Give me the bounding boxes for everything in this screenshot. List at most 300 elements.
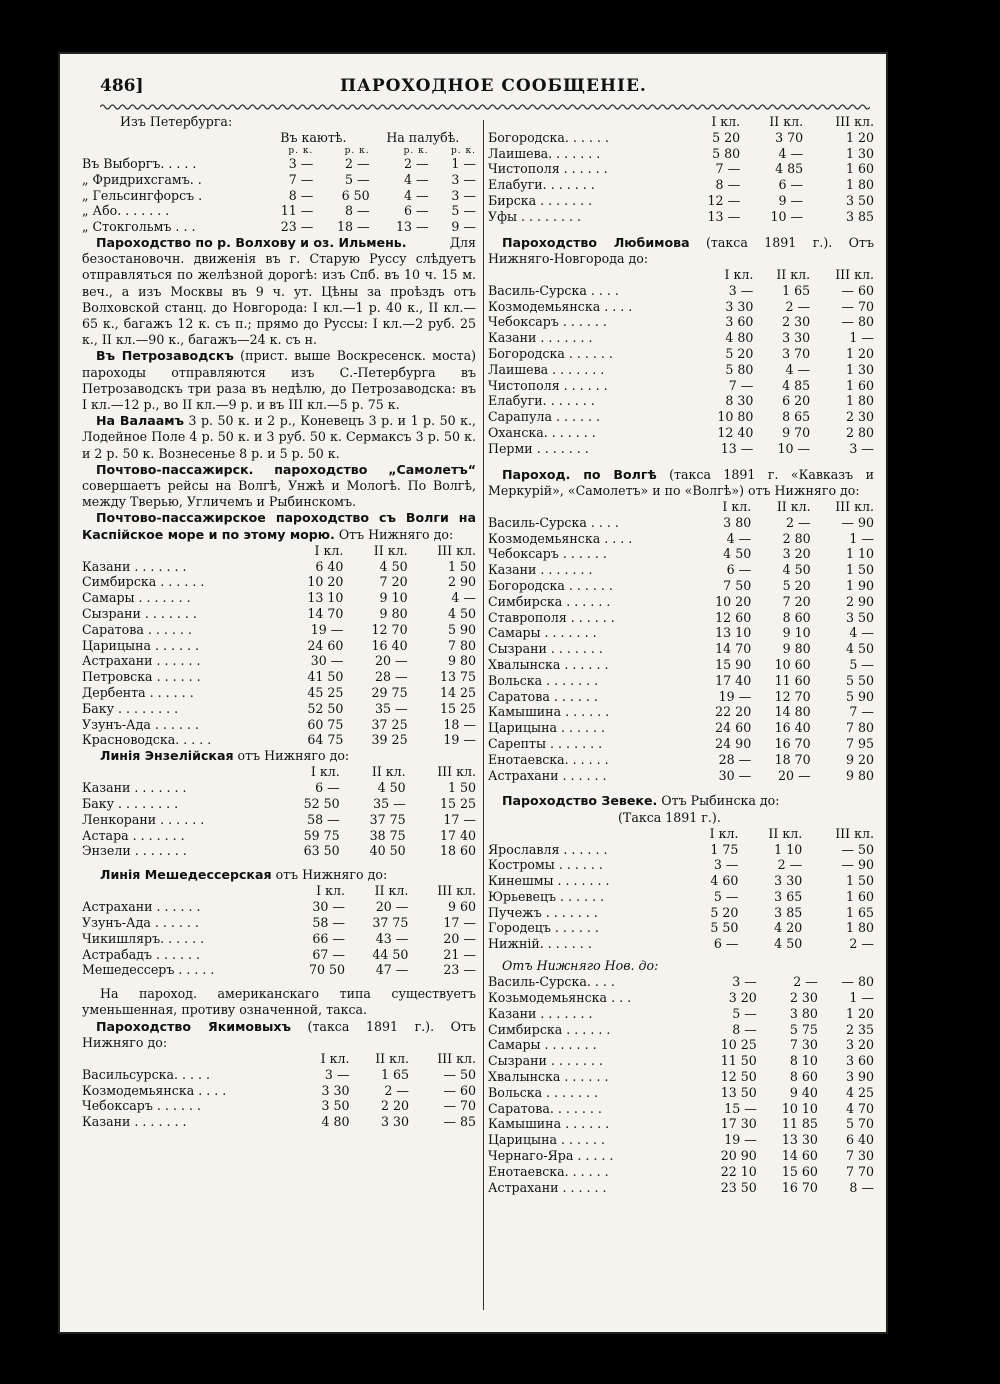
destination-name: Сызрани . . . . . . .	[82, 606, 197, 622]
destination-name: „ Або. . . . . . .	[82, 203, 170, 219]
table-row	[488, 1116, 874, 1132]
fare-value: 6 —	[404, 203, 429, 219]
table-row	[82, 780, 476, 796]
fare-value: 4 —	[726, 530, 752, 546]
table-row	[82, 828, 476, 844]
fare-value: 3 30	[774, 873, 803, 889]
table-row	[82, 156, 476, 172]
fare-value: 9 80	[447, 653, 476, 669]
destination-name: Ярославля . . . . . .	[488, 841, 608, 857]
fare-value: 2 —	[777, 857, 803, 873]
petrozavodsk-paragraph	[82, 348, 476, 413]
col-header: II кл.	[375, 1050, 410, 1066]
fare-value: 3 50	[845, 609, 874, 625]
table-row	[488, 1053, 874, 1069]
table-row	[488, 562, 874, 578]
fare-value: 8 10	[789, 1053, 818, 1069]
destination-name: Узунъ-Ада . . . . . .	[82, 716, 199, 732]
zevene-title: Пароходство Зевеке.	[502, 793, 658, 809]
fare-value: 4 50	[723, 546, 752, 562]
destination-name: Хвалынска . . . . . .	[488, 1069, 609, 1085]
table-row	[488, 209, 874, 225]
destination-name: Казани . . . . . . .	[488, 562, 593, 578]
table-row	[488, 1148, 874, 1164]
destination-name: Енотаевска. . . . . .	[488, 751, 609, 767]
fare-value: 2 35	[845, 1021, 874, 1037]
destination-name: Узунъ-Ада . . . . . .	[82, 914, 199, 930]
fare-value: 24 60	[715, 720, 752, 736]
fare-value: 6 —	[778, 177, 804, 193]
fare-value: 14 60	[781, 1148, 818, 1164]
fare-value: 5 —	[732, 1005, 757, 1021]
fare-value: 3 85	[845, 208, 874, 224]
fare-value: 8 —	[345, 203, 370, 219]
destination-name: Василь-Сурска. . . .	[488, 974, 615, 990]
col-header: II кл.	[768, 825, 803, 841]
col-header: II кл.	[769, 114, 804, 129]
table-row	[488, 441, 874, 457]
unit: р. к.	[344, 146, 370, 156]
fare-value: 3 65	[774, 888, 803, 904]
fare-value: 4 50	[377, 780, 406, 796]
fare-value: 10 60	[774, 656, 811, 672]
fare-value: 20 90	[720, 1148, 757, 1164]
table-row	[488, 610, 874, 626]
destination-name: Кинешмы . . . . . . .	[488, 873, 610, 889]
fare-value: 5 70	[845, 1116, 874, 1132]
fare-value: 6 —	[315, 780, 340, 796]
col-header: III кл.	[437, 764, 476, 780]
enzeli-title: Линія Энзелійская	[100, 748, 234, 764]
fare-value: 6 40	[315, 558, 344, 574]
fare-value: 1 60	[845, 888, 874, 904]
destination-name: Царицына . . . . . .	[488, 1132, 606, 1148]
table-row	[82, 606, 476, 622]
table-row	[82, 1098, 476, 1114]
fare-value: 18 —	[443, 716, 476, 732]
volkhov-paragraph	[82, 235, 476, 348]
fare-value: 59 75	[303, 827, 340, 843]
fare-value: 28 —	[374, 669, 408, 685]
table-row	[488, 905, 874, 921]
fare-value: 1 10	[774, 841, 803, 857]
fare-value: 4 —	[849, 625, 874, 641]
destination-name: Казани . . . . . . .	[82, 558, 187, 574]
destination-name: Самары . . . . . . .	[488, 625, 597, 641]
col-header: II кл.	[371, 764, 406, 780]
fare-value: 13 10	[715, 625, 752, 641]
fare-value: 10 10	[781, 1100, 818, 1116]
fare-value: 19 —	[718, 688, 752, 704]
destination-name: Самары . . . . . . .	[82, 590, 191, 606]
destination-name: Василь-Сурска . . . .	[488, 514, 619, 530]
col-header: II кл.	[374, 883, 409, 899]
destination-name: Сарепты . . . . . . .	[488, 735, 603, 751]
volkhov-title: Пароходство по р. Волхову и оз. Ильмень.	[96, 234, 407, 250]
fare-value: 63 50	[303, 843, 340, 859]
fare-value: 3 20	[845, 1037, 874, 1053]
table-row	[488, 362, 874, 378]
fare-value: 5 20	[725, 345, 754, 361]
fare-value: — 60	[841, 282, 874, 298]
fare-value: 1 20	[845, 345, 874, 361]
destination-name: Чебоксаръ . . . . . .	[82, 1098, 201, 1114]
fare-value: 11 85	[781, 1116, 818, 1132]
col-header: II кл.	[776, 498, 811, 514]
table-row	[82, 669, 476, 685]
destination-name: Чистополя . . . . . .	[488, 161, 608, 177]
destination-name: Саратова . . . . . .	[82, 621, 192, 637]
fare-value: 23 —	[280, 219, 314, 235]
destination-name: Симбирска . . . . . .	[488, 593, 611, 609]
fare-value: 22 20	[715, 704, 752, 720]
zevene-subtitle: (Такса 1891 г.).	[618, 809, 721, 825]
fare-value: 64 75	[307, 732, 344, 748]
fare-value: 10 —	[770, 208, 804, 224]
fare-value: 14 70	[715, 641, 752, 657]
volga-title: Пароход. по Волгѣ	[502, 466, 657, 482]
caspian-table	[82, 543, 476, 748]
table-row	[488, 578, 874, 594]
fare-value: 2 20	[380, 1098, 410, 1114]
fare-value: 19 —	[443, 732, 476, 748]
fare-value: 8 —	[732, 1021, 757, 1037]
fare-value: 10 20	[715, 593, 752, 609]
col-header: I кл.	[722, 498, 752, 514]
fare-value: 40 50	[369, 843, 406, 859]
lyubimov-table	[488, 267, 874, 457]
unit: р. к.	[403, 146, 429, 156]
fare-value: 5 —	[849, 656, 874, 672]
unit: р. к.	[288, 146, 314, 156]
destination-name: Астара . . . . . . .	[82, 827, 185, 843]
yakimov-table	[82, 1051, 476, 1130]
table-row	[82, 812, 476, 828]
fare-value: 1 —	[451, 156, 476, 171]
fare-value: 3 80	[789, 1005, 818, 1021]
fare-value: 8 30	[725, 393, 754, 409]
destination-name: Лаишева. . . . . . .	[488, 145, 601, 161]
destination-name: Казани . . . . . . .	[488, 330, 593, 346]
fare-value: 47 —	[375, 962, 409, 978]
fare-value: — 70	[443, 1098, 476, 1114]
table-row	[488, 393, 874, 409]
fare-value: 16 70	[774, 735, 811, 751]
fare-value: 5 20	[710, 904, 739, 920]
col-header: II кл.	[373, 542, 408, 558]
table-row	[82, 947, 476, 963]
fare-value: 8 65	[782, 409, 811, 425]
fare-value: 16 40	[371, 637, 408, 653]
volga-text: (такса 1891 г. «Кавказъ и Меркурій», «Самолетъ» и по «Волгѣ») отъ Нижняго до:	[488, 466, 874, 498]
fare-value: 24 60	[307, 637, 344, 653]
table-row	[82, 717, 476, 733]
fare-value: 13 —	[396, 219, 429, 235]
fare-value: 7 80	[447, 637, 476, 653]
fare-value: 23 —	[443, 962, 476, 978]
valaam-paragraph	[82, 413, 476, 462]
fare-value: 13 —	[720, 440, 754, 456]
fare-value: 15 —	[724, 1100, 757, 1116]
fare-value: 15 90	[715, 656, 752, 672]
destination-name: Царицына . . . . . .	[82, 637, 200, 653]
destination-name: Перми . . . . . . .	[488, 440, 589, 456]
destination-name: Городецъ . . . . . .	[488, 920, 599, 936]
destination-name: Сызрани . . . . . . .	[488, 1053, 603, 1069]
destination-name: Симбирска . . . . . .	[488, 1021, 611, 1037]
destination-name: Елабуги. . . . . . .	[488, 177, 595, 193]
table-row	[82, 962, 476, 978]
fare-value: 3 —	[451, 171, 476, 187]
fare-value: 1 —	[849, 990, 874, 1006]
fare-value: 7 20	[782, 593, 811, 609]
table-row	[488, 1022, 874, 1038]
fare-value: 1 50	[845, 562, 874, 578]
destination-name: Мешедессеръ . . . . .	[82, 962, 215, 978]
fare-value: 3 30	[380, 1114, 410, 1130]
valaam-text: 3 р. 50 к. и 2 р., Коневецъ 3 р. и 1 р. 50 к., Лодейное Поле 4 р. 50 к. и 3 руб. 50 к. Сермаксъ 3 р. 50 к. и 2 р. 50 к. Вознесенье 8 р. и 5 р. 50 к.	[82, 413, 477, 461]
fare-value: 7 70	[845, 1163, 874, 1179]
fare-value: 1 30	[845, 361, 874, 377]
fare-value: 5 20	[782, 577, 811, 593]
fare-value: 3 85	[774, 904, 803, 920]
fare-value: 1 60	[845, 161, 874, 177]
table-row	[82, 622, 476, 638]
fare-value: 19 —	[310, 621, 344, 637]
destination-name: Бирска . . . . . . .	[488, 192, 593, 208]
fare-value: 13 —	[707, 208, 741, 224]
fare-value: 13 30	[781, 1132, 818, 1148]
fare-value: 5 75	[789, 1021, 818, 1037]
fare-value: 5 90	[447, 621, 476, 637]
fare-value: 17 —	[443, 811, 476, 827]
table-row	[488, 657, 874, 673]
fare-value: 2 30	[845, 409, 874, 425]
fare-value: 2 —	[404, 156, 429, 171]
col-header: III кл.	[835, 114, 874, 129]
destination-name: Уфы . . . . . . . .	[488, 208, 582, 224]
destination-name: Астрахани . . . . . .	[82, 653, 201, 669]
table-row	[488, 378, 874, 394]
table-row	[82, 1067, 476, 1083]
table-row	[488, 283, 874, 299]
col-header: I кл.	[314, 542, 344, 558]
caspian-text: Отъ Нижняго до:	[334, 526, 454, 542]
table-row	[488, 1101, 874, 1117]
fare-value: 6 50	[341, 187, 370, 203]
fare-value: 2 90	[845, 593, 874, 609]
col-header: III кл.	[437, 883, 476, 899]
enzeli-table	[82, 764, 476, 859]
caspian-title: Почтово-пассажирское пароходство съ Волги на Каспійское море и по этому морю.	[82, 510, 476, 542]
table-row	[488, 146, 874, 162]
fare-value: 4 85	[775, 161, 804, 177]
fare-value: 12 50	[720, 1069, 757, 1085]
destination-name: Дербента . . . . . .	[82, 685, 194, 701]
fare-value: 6 20	[782, 393, 811, 409]
table-row	[488, 515, 874, 531]
lyubimov-text: (такса 1891 г.). Отъ Нижняго-Новгорода до:	[488, 234, 874, 266]
meshedesser-table	[82, 883, 476, 978]
wavy-rule	[100, 102, 870, 112]
fare-value: 4 —	[785, 361, 811, 377]
fare-value: 9 10	[379, 590, 408, 606]
fare-value: 3 20	[782, 546, 811, 562]
column-divider	[483, 120, 484, 1310]
fare-value: 7 50	[723, 577, 752, 593]
destination-name: Вольска . . . . . . .	[488, 1084, 599, 1100]
fare-value: 8 —	[715, 177, 741, 193]
fare-value: 1 50	[845, 873, 874, 889]
table-row	[488, 531, 874, 547]
right-column	[488, 114, 874, 1195]
table-row	[488, 641, 874, 657]
fare-value: 52 50	[303, 796, 340, 811]
destination-name: Богородска. . . . . .	[488, 129, 609, 145]
fare-value: 8 60	[782, 609, 811, 625]
fare-value: — 85	[443, 1114, 476, 1130]
table-row	[488, 842, 874, 858]
fare-value: 4 80	[321, 1114, 350, 1130]
table-row	[82, 796, 476, 812]
table-row	[488, 673, 874, 689]
col-header: III кл.	[835, 498, 874, 514]
col-header: I кл.	[320, 1050, 350, 1066]
fare-value: 35 —	[374, 700, 408, 716]
fare-value: 1 —	[849, 530, 874, 546]
fare-value: 20 —	[375, 899, 409, 915]
meshedesser-title: Линія Мешедессерская	[100, 867, 272, 883]
destination-name: Васильсурска. . . . .	[82, 1066, 211, 1082]
fare-value: 15 25	[439, 700, 476, 716]
table-row	[82, 638, 476, 654]
fare-value: 9 60	[447, 899, 476, 915]
destination-name: Костромы . . . . . .	[488, 857, 603, 873]
caspian-paragraph	[82, 510, 476, 542]
destination-name: Красноводска. . . . .	[82, 732, 212, 748]
destination-name: Астрабадъ . . . . . .	[82, 946, 201, 962]
destination-name: Богородска . . . . . .	[488, 345, 613, 361]
fare-value: 1 80	[845, 393, 874, 409]
american-note: На пароход. американскаго типа существуетъ уменьшенная, противу означенной, такса.	[82, 986, 476, 1018]
fare-value: 4 80	[725, 330, 754, 346]
fare-value: 4 —	[451, 590, 476, 606]
destination-name: Хвалынска . . . . . .	[488, 656, 609, 672]
table-row	[488, 1069, 874, 1085]
fare-value: 11 50	[720, 1053, 757, 1069]
fare-value: 3 80	[723, 514, 752, 530]
table-row	[488, 594, 874, 610]
fare-value: 9 40	[789, 1084, 818, 1100]
lyubimov-title: Пароходство Любимова	[502, 234, 690, 250]
page-number: 486]	[100, 76, 144, 96]
fare-value: 12 40	[717, 424, 754, 440]
table-row	[82, 843, 476, 859]
destination-name: Богородска . . . . . .	[488, 577, 613, 593]
fare-value: — 70	[841, 298, 874, 314]
group-deck: На палубѣ.	[386, 130, 460, 146]
table-row	[488, 299, 874, 315]
fare-value: 7 —	[288, 171, 314, 187]
fare-value: 2 30	[782, 314, 811, 330]
table-row	[488, 130, 874, 146]
fare-value: 45 25	[307, 685, 344, 701]
col-header: III кл.	[835, 825, 874, 841]
fare-value: 38 75	[369, 827, 406, 843]
yakimov-title: Пароходство Якимовыхъ	[96, 1018, 291, 1034]
table-row	[488, 1164, 874, 1180]
fare-value: 1 65	[845, 904, 874, 920]
fare-value: 1 80	[845, 177, 874, 193]
fare-value: 18 70	[774, 751, 811, 767]
destination-name: Енотаевска. . . . . .	[488, 1163, 609, 1179]
fare-value: 12 60	[715, 609, 752, 625]
volga-paragraph	[488, 467, 874, 499]
fare-value: 9 —	[778, 192, 804, 208]
destination-name: Петровска . . . . . .	[82, 669, 201, 685]
destination-name: Камышина . . . . . .	[488, 704, 610, 720]
fare-value: 37 75	[369, 811, 406, 827]
destination-name: Баку . . . . . . . .	[82, 700, 179, 716]
fare-value: 7 95	[845, 735, 874, 751]
fare-value: 5 50	[845, 672, 874, 688]
table-row	[488, 1132, 874, 1148]
fare-value: 58 —	[307, 811, 340, 827]
fare-value: 2 —	[793, 974, 818, 990]
table-row	[82, 732, 476, 748]
fare-value: 2 —	[345, 156, 370, 171]
destination-name: Козьмодемьянска . . .	[488, 990, 632, 1006]
table-row	[488, 704, 874, 720]
fare-value: 37 25	[371, 716, 408, 732]
fare-value: 5 50	[710, 920, 739, 936]
col-header: I кл.	[709, 825, 739, 841]
destination-name: Чикишляръ. . . . . .	[82, 930, 205, 946]
fare-value: 3 60	[845, 1053, 874, 1069]
destination-name: „ Гельсингфорсъ .	[82, 187, 203, 203]
fare-value: — 80	[841, 314, 874, 330]
table-row	[488, 689, 874, 705]
col-header: III кл.	[437, 542, 476, 558]
volkhov-text: Для безостановочн. движенія въ г. Старую Руссу слѣдуетъ отправляться по желѣзной дорогѣ: изъ Спб. въ 10 ч. 15 м. веч., а изъ Москвы въ 9 ч. ут. Цѣны за проѣздъ отъ Волховской станц. до Новгорода: I кл.—1 р. 40 к., II кл.—65 к., багажъ 12 к. съ п.; прямо до Руссы: I кл.—2 руб. 25 к., II кл.—90 к., багажъ—24 к. съ н.	[82, 234, 476, 348]
destination-name: Козмодемьянска . . . .	[488, 530, 633, 546]
destination-name: „ Фридрихсгамъ. .	[82, 171, 202, 187]
destination-name: Ленкорани . . . . . .	[82, 811, 205, 827]
destination-name: Сызрани . . . . . . .	[488, 641, 603, 657]
table-row	[488, 857, 874, 873]
fare-value: 8 —	[849, 1179, 874, 1195]
table-row	[488, 1085, 874, 1101]
fare-value: 3 —	[732, 974, 757, 990]
fare-value: 23 50	[720, 1179, 757, 1195]
fare-value: 3 30	[725, 298, 754, 314]
samolet-title: Почтово-пассажирск. пароходство „Самолетъ“	[96, 461, 476, 477]
col-header: I кл.	[316, 883, 345, 899]
fare-value: 13 50	[720, 1084, 757, 1100]
fare-value: 2 30	[789, 990, 818, 1006]
fare-value: 3 90	[845, 1069, 874, 1085]
fare-value: 9 80	[379, 606, 408, 622]
fare-value: 70 50	[308, 962, 345, 978]
fare-value: 1 60	[845, 377, 874, 393]
destination-name: Казани . . . . . . .	[488, 1005, 593, 1021]
destination-name: Самары . . . . . . .	[488, 1037, 597, 1053]
destination-name: Въ Выборгъ. . . . .	[82, 156, 197, 171]
fare-value: 16 70	[781, 1179, 818, 1195]
fare-value: 2 —	[785, 298, 811, 314]
fare-value: — 90	[841, 514, 874, 530]
table-row	[488, 546, 874, 562]
